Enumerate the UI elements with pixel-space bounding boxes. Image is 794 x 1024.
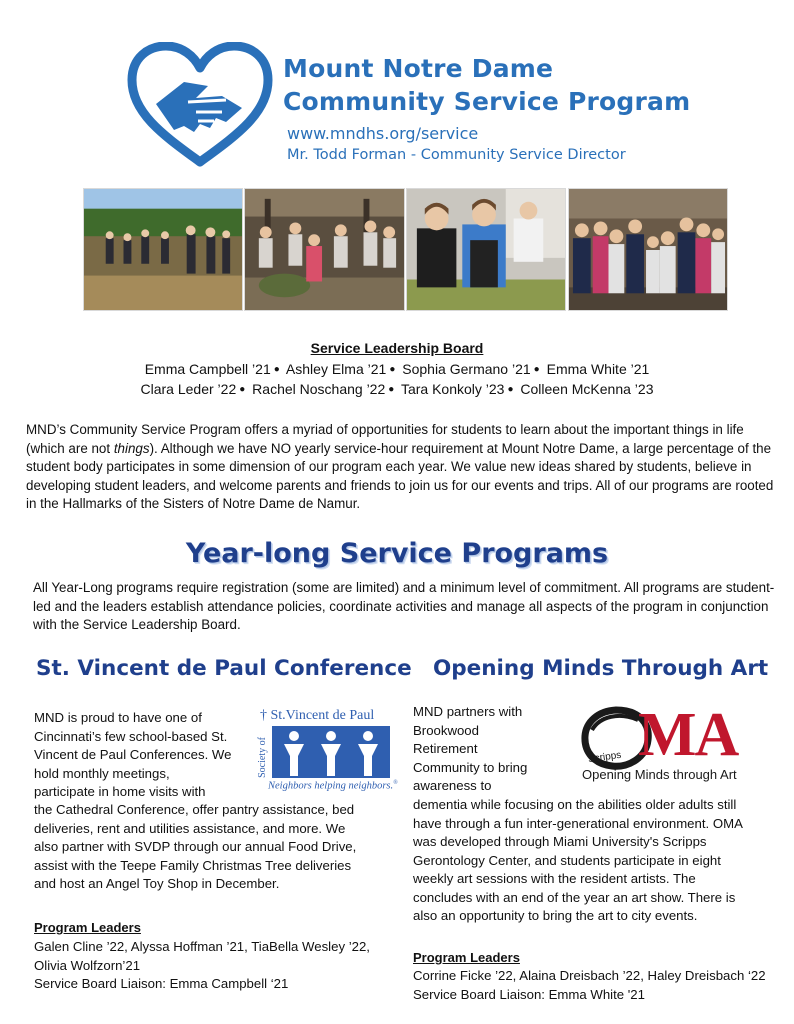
leaders-line: Corrine Ficke ’22, Alaina Dreisbach ’22, Haley Dreisbach ‘22 [413, 968, 766, 983]
oma-logo-caption: Opening Minds through Art [582, 767, 737, 782]
oma-text-line: have through a fun inter-generational environment. OMA [413, 815, 743, 831]
board-member: Ashley Elma ’21 [285, 361, 387, 377]
bullet-icon: ● [273, 364, 280, 375]
leaders-line: Galen Cline ’22, Alyssa Hoffman ’21, TiaBella Wesley ’22, [34, 939, 370, 954]
leaders-line: Service Board Liaison: Emma White '21 [413, 986, 645, 1002]
svdp-text-line: hold monthly meetings, [34, 765, 170, 781]
yearlong-heading: Year-long Service Programs [185, 538, 609, 569]
svdp-leaders-list [34, 938, 404, 994]
bullet-icon: ● [388, 384, 395, 395]
website-link[interactable]: www.mndhs.org/service [287, 124, 479, 143]
oma-brush-text: Scripps [587, 749, 622, 766]
bullet-icon: ● [533, 364, 540, 375]
svdp-text-line: MND is proud to have one of [34, 710, 202, 725]
photo-barn-mulch [244, 188, 405, 311]
svdp-logo-society: Society of [256, 737, 268, 778]
svdp-leaders-heading: Program Leaders [34, 920, 141, 935]
oma-text-line: Brookwood [413, 722, 479, 738]
intro-emphasis: things [113, 440, 150, 456]
oma-text-line: Retirement [413, 741, 478, 756]
oma-logo [578, 701, 764, 788]
oma-text-line: Community to bring [413, 759, 528, 775]
photo-group-portrait [568, 188, 728, 311]
board-member: Sophia Germano ’21 [402, 361, 531, 377]
yearlong-description: All Year-Long programs require registration (some are limited) and a minimum level of commitment. All programs are student-led and the leaders establish attendance policies, coordinate activities and manage all aspects of the program in conjunction with the Service Leadership Board. [33, 580, 775, 632]
oma-leaders-list [413, 967, 785, 1004]
oma-text-line: concludes with an end of the year an art show. There is [413, 889, 736, 905]
oma-leaders-heading: Program Leaders [413, 950, 520, 965]
oma-logo-letters: MA [638, 701, 738, 769]
program-title-line1: Mount Notre Dame [283, 54, 554, 83]
oma-description-short [413, 703, 568, 796]
svdp-logo-title: † St.Vincent de Paul [260, 708, 375, 723]
oma-heading: Opening Minds Through Art [433, 656, 769, 681]
svdp-text-line: participate in home visits with [34, 784, 206, 799]
leaders-line: Olivia Wolfzorn’21 [34, 957, 141, 973]
svdp-text-line: Cincinnati’s few school-based St. [34, 728, 228, 744]
oma-text-line: MND partners with [413, 704, 523, 719]
heart-handshake-logo-icon [126, 42, 274, 170]
oma-text-line: was developed through Miami University's Scripps [413, 834, 707, 849]
board-heading: Service Leadership Board [310, 340, 484, 356]
photo-field-volunteers [83, 188, 243, 311]
registered-mark: ® [393, 780, 398, 786]
svdp-text-line: Vincent de Paul Conferences. We [34, 747, 232, 762]
svdp-description-wide [34, 801, 404, 894]
intro-paragraph [26, 421, 780, 514]
bullet-icon: ● [239, 384, 246, 395]
svdp-text-line: also partner with SVDP through our annual Food Drive, [34, 839, 357, 854]
board-member: Emma Campbell ’21 [144, 361, 271, 377]
oma-text-line: awareness to [413, 778, 492, 793]
oma-description-wide [413, 796, 785, 926]
svdp-logo [256, 708, 396, 793]
svdp-heading: St. Vincent de Paul Conference [36, 656, 412, 681]
oma-text-line: also an opportunity to bring the art to city events. [413, 908, 698, 923]
program-title-line2: Community Service Program [283, 87, 691, 116]
board-row-1 [0, 361, 794, 377]
bullet-icon: ● [389, 364, 396, 375]
svdp-text-line: the Cathedral Conference, offer pantry assistance, bed [34, 802, 355, 817]
leaders-line: Service Board Liaison: Emma Campbell ‘21 [34, 976, 289, 991]
svdp-logo-tagline: Neighbors helping neighbors.® [268, 780, 398, 792]
svdp-text-line: and host an Angel Toy Shop in December. [34, 876, 280, 891]
board-member: Colleen McKenna ’23 [520, 381, 654, 397]
photo-kitchen-cooking [406, 188, 566, 311]
svdp-figures-icon [272, 726, 390, 778]
director-line: Mr. Todd Forman - Community Service Director [287, 147, 626, 163]
board-member: Clara Leder ’22 [140, 381, 237, 397]
board-member: Emma White ’21 [546, 361, 650, 377]
board-member: Rachel Noschang ’22 [252, 381, 386, 397]
board-row-2 [0, 381, 794, 397]
intro-text: MND’s Community Service Program offers a myriad of opportunities for students to learn about the important things in life (which are not [26, 422, 744, 456]
oma-text-line: Gerontology Center, and students participate in eight [413, 852, 721, 868]
board-member: Tara Konkoly ’23 [400, 381, 505, 397]
intro-text: ). Although we have NO yearly service-hour requirement at Mount Notre Dame, a large percentage of the student body participates in some dimension of our program each year. We value new ideas shared by students, believe in developing student leaders, and welcome parents and friends to join us for our events and trips. All of our programs are rooted in the Hallmarks of the Sisters of Notre Dame de Namur. [26, 440, 774, 511]
svdp-description-short [34, 709, 249, 802]
oma-text-line: dementia while focusing on the abilities older adults still [413, 797, 737, 812]
bullet-icon: ● [507, 384, 514, 395]
svdp-text-line: deliveries, rent and utilities assistance, and more. We [34, 820, 346, 836]
svdp-text-line: assist with the Teepe Family Christmas Tree deliveries [34, 857, 352, 873]
oma-text-line: weekly art sessions with the resident artists. The [413, 871, 696, 886]
